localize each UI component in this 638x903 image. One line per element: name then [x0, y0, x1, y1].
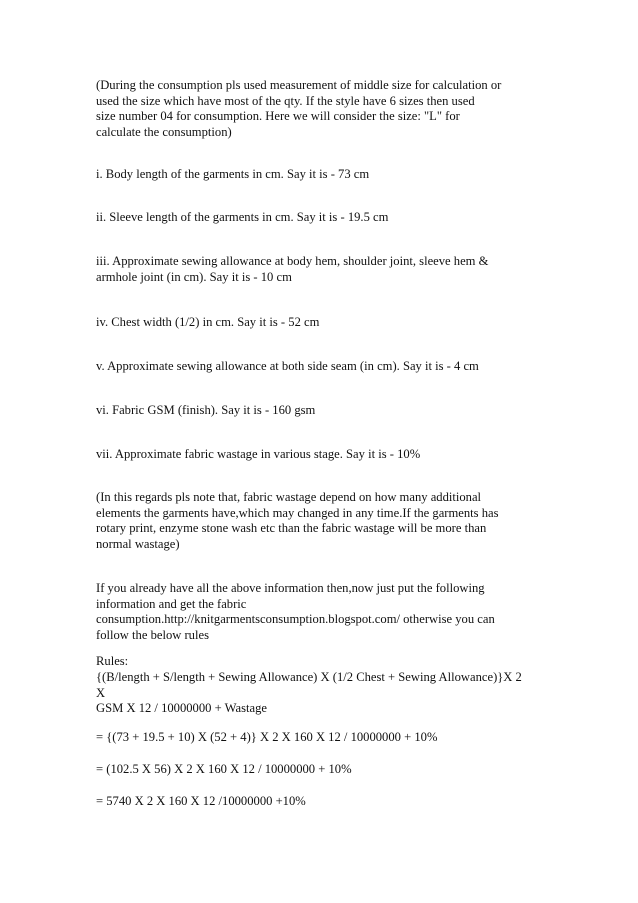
calc-step: = 5740 X 2 X 160 X 12 /10000000 +10% — [96, 794, 306, 808]
list-item-sleeve-length: ii. Sleeve length of the garments in cm. Say it is - 19.5 cm — [96, 210, 389, 224]
intro-paragraph: (During the consumption pls used measurement of middle size for calculation or used the size which have most of the qty. If the style have 6 sizes then used size number 04 for consumption. Here we will consider the size: "L" for calculate the consumption) — [96, 78, 502, 140]
rules-formula: {(B/length + S/length + Sewing Allowance) X (1/2 Chest + Sewing Allowance)}X 2 X GSM X 12 / 10000000 + Wastage — [96, 670, 522, 716]
calc-step: = (102.5 X 56) X 2 X 160 X 12 / 10000000 + 10% — [96, 762, 352, 776]
list-item-fabric-wastage: vii. Approximate fabric wastage in various stage. Say it is - 10% — [96, 447, 421, 461]
info-paragraph: If you already have all the above information then,now just put the following information and get the fabric consumption.http://knitgarmentsconsumption.blogspot.com/ otherwise you can follow the below rules — [96, 581, 495, 643]
list-item-body-length: i. Body length of the garments in cm. Say it is - 73 cm — [96, 167, 370, 181]
list-item-side-seam-allowance: v. Approximate sewing allowance at both side seam (in cm). Say it is - 4 cm — [96, 359, 479, 373]
wastage-note-paragraph: (In this regards pls note that, fabric wastage depend on how many additional elements the garments have,which may changed in any time.If the garments has rotary print, enzyme stone wash etc than the fabric wastage will be more than normal wastage) — [96, 490, 499, 552]
list-item-chest-width: iv. Chest width (1/2) in cm. Say it is - 52 cm — [96, 315, 320, 329]
list-item-fabric-gsm: vi. Fabric GSM (finish). Say it is - 160 gsm — [96, 403, 316, 417]
calc-step: = {(73 + 19.5 + 10) X (52 + 4)} X 2 X 160 X 12 / 10000000 + 10% — [96, 730, 438, 744]
rules-heading: Rules: — [96, 654, 129, 668]
list-item-sewing-allowance: iii. Approximate sewing allowance at body hem, shoulder joint, sleeve hem & armhole joint (in cm). Say it is - 10 cm — [96, 254, 489, 284]
